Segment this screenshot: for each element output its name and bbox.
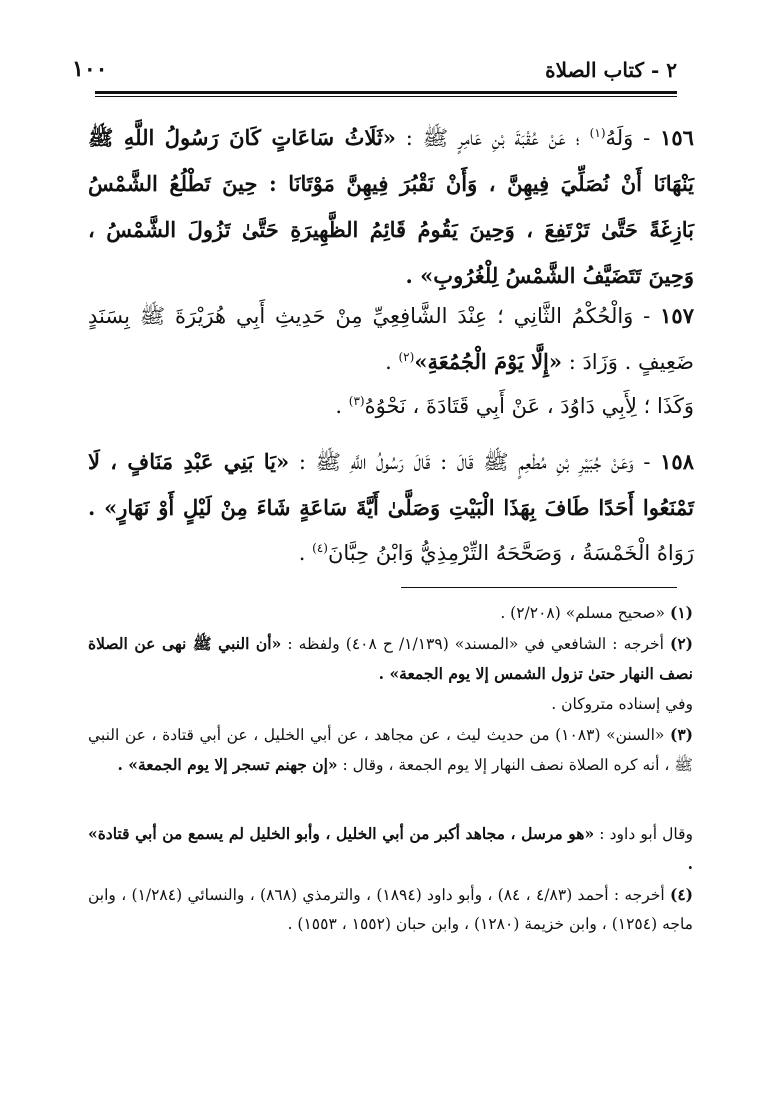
footnote-ref[interactable]: (١) xyxy=(589,126,606,140)
sentence-end: . xyxy=(335,394,343,418)
footnote-text: وقال أبو داود : xyxy=(599,825,694,843)
footnote-text: أخرجه : أحمد (٤/٨٣ ، ٨٤) ، وأبو داود (١٨٩٤) ، والترمذي (٨٦٨) ، والنسائي (١/٢٨٤) ، وابن ماجه (١٢٥٤) ، وابن خزيمة (١٢٨٠) ، وابن حبان (١٥٥٢ ، ١٥٥٣) . xyxy=(88,886,693,933)
footnote-2-extra: وفي إسناده متروكان . xyxy=(551,695,693,713)
hadith-quote: «إِلَّا يَوْمَ الْجُمُعَةِ» xyxy=(414,349,563,374)
hadith-156 xyxy=(88,115,694,295)
footnote-4 xyxy=(88,880,693,939)
footnote-3-extra xyxy=(88,819,693,879)
running-header xyxy=(72,58,677,88)
hadith-158 xyxy=(88,439,694,575)
footnote-ref[interactable]: (٣) xyxy=(348,394,365,408)
footnote-text: أخرجه : الشافعي في «المسند» (١/١٣٩/ ح ٤٠٨) ولفظه : xyxy=(287,635,664,653)
hadith-number: ١٥٦ xyxy=(660,125,694,150)
footnote-separator xyxy=(401,587,677,588)
hadith-quote: «ثَلَاثُ سَاعَاتٍ كَانَ رَسُولُ اللَّهِ ﷺ يَنْهَانَا أَنْ نُصَلِّيَ فِيهِنَّ ، وَأَنْ نَقْبُرَ فِيهِنَّ مَوْتَانَا : حِينَ تَطْلُعُ الشَّمْسُ بَازِغَةً حَتَّىٰ تَرْتَفِعَ ، وَحِينَ يَقُومُ قَائِمُ الظَّهِيرَةِ حَتَّىٰ تَزُولَ الشَّمْسُ ، وَحِينَ تَتَضَيَّفُ الشَّمْسُ لِلْغُرُوبِ» . xyxy=(88,125,694,288)
footnote-quote: «أن النبي ﷺ نهى عن الصلاة نصف النهار حتىٰ تزول الشمس إلا يوم الجمعة» . xyxy=(88,634,693,683)
hadith-number: ١٥٨ xyxy=(660,449,694,474)
hadith-source: رَوَاهُ الْخَمْسَةُ ، وَصَحَّحَهُ التِّرْمِذِيُّ وَابْنُ حِبَّانَ xyxy=(327,541,694,565)
header-rule-thin xyxy=(95,96,677,97)
footnote-number: (١) xyxy=(669,603,693,622)
footnote-ref[interactable]: (٢) xyxy=(398,350,415,364)
footnote-quote: «هو مرسل ، مجاهد أكبر من أبي الخليل ، وأبو الخليل لم يسمع من أبي قتادة» . xyxy=(88,824,693,873)
sentence-end: . xyxy=(385,350,392,374)
footnote-2 xyxy=(88,629,693,689)
hadith-text: - وَالْحُكْمُ الثَّانِي ؛ عِنْدَ الشَّافِعِيِّ مِنْ حَدِيثِ أَبِي هُرَيْرَةَ ﷺ بِسَنَدٍ ضَعِيفٍ . وَزَادَ : xyxy=(88,304,694,374)
hadith-narrator: ؛ عَنْ عُقْبَةَ بْنِ عَامِرٍ ﷺ : xyxy=(405,126,580,150)
hadith-157-note xyxy=(88,384,694,430)
chapter-title: ٢ - كتاب الصلاة xyxy=(545,58,677,82)
sentence-end: . xyxy=(298,541,306,565)
footnote-1 xyxy=(88,598,693,628)
footnote-3 xyxy=(88,720,693,780)
note-text: وَكَذَا ؛ لِأَبِي دَاوُدَ ، عَنْ أَبِي قَتَادَةَ ، نَحْوُهُ xyxy=(364,394,694,418)
hadith-number: ١٥٧ xyxy=(660,303,694,328)
hadith-intro: - وَعَنْ جُبَيْرِ بْنِ مُطْعِمٍ ﷺ قَالَ : قَالَ رَسُولُ اللَّهِ ﷺ : xyxy=(298,450,651,474)
header-rule-thick xyxy=(95,91,677,94)
footnote-number: (٣) xyxy=(669,725,693,744)
footnote-text: «صحيح مسلم» (٢/٢٠٨) . xyxy=(500,604,666,622)
footnote-number: (٤) xyxy=(670,885,694,904)
hadith-quote: «يَا بَنِي عَبْدِ مَنَافٍ ، لَا تَمْنَعُوا أَحَدًا طَافَ بِهَذَا الْبَيْتِ وَصَلَّىٰ أَيَّةَ سَاعَةٍ شَاءَ مِنْ لَيْلٍ أَوْ نَهَارٍ» . xyxy=(88,449,694,520)
footnote-number: (٢) xyxy=(669,634,693,653)
page-number: ١٠٠ xyxy=(72,56,108,82)
hadith-intro: - وَلَهُ xyxy=(605,126,651,150)
footnote-ref[interactable]: (٤) xyxy=(312,541,328,555)
footnote-text: «السنن» (١٠٨٣) من حديث ليث ، عن مجاهد ، عن أبي الخليل ، عن أبي قتادة ، عن النبي ﷺ ، أنه كره الصلاة نصف النهار إلا يوم الجمعة ، وقال : xyxy=(88,726,693,774)
footnote-quote: «إن جهنم تسجر إلا يوم الجمعة» . xyxy=(117,755,338,774)
hadith-157 xyxy=(88,293,694,385)
